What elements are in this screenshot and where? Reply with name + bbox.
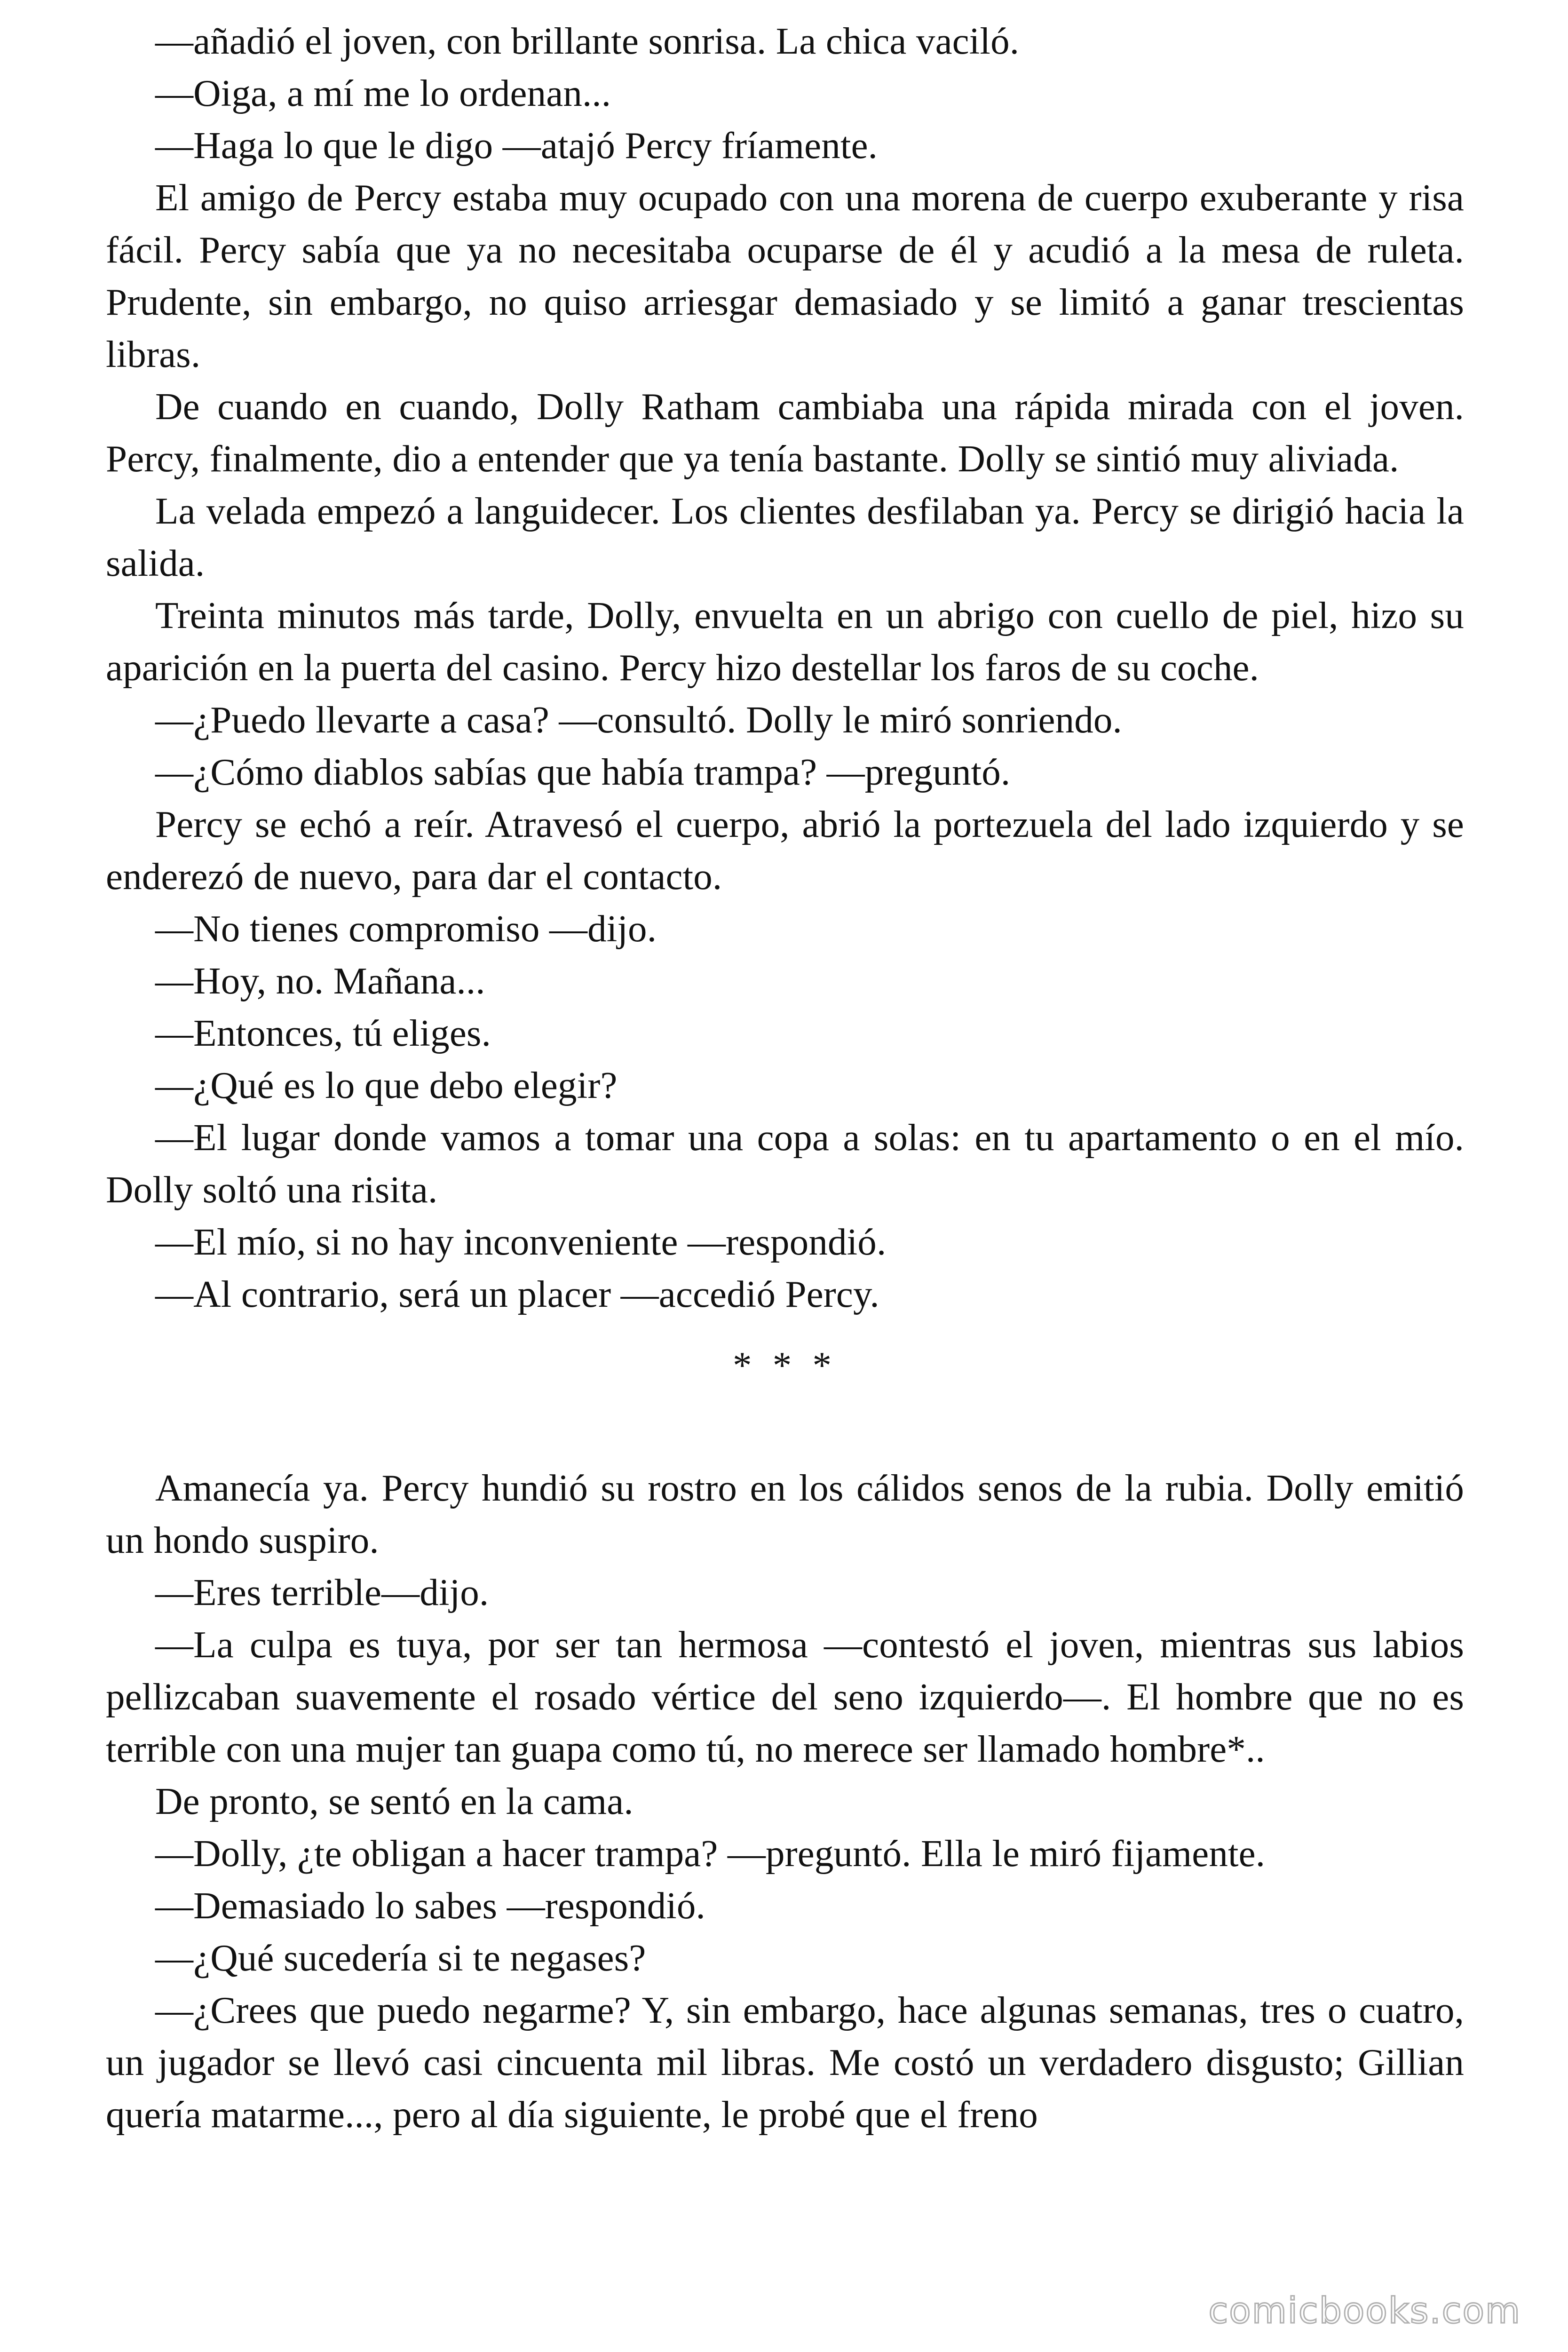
paragraph: —El mío, si no hay inconveniente —respondió.: [155, 1221, 887, 1263]
paragraph: —Haga lo que le digo —atajó Percy fríamente.: [155, 124, 878, 167]
scene-break: * * *: [733, 1344, 837, 1386]
paragraph: —Dolly, ¿te obligan a hacer trampa? —preguntó. Ella le miró fijamente.: [155, 1832, 1266, 1875]
paragraph: De cuando en cuando, Dolly Ratham cambiaba una rápida mirada con el joven. Percy, finalmente, dio a entender que ya tenía bastante. Dolly se sintió muy aliviada.: [106, 385, 1464, 480]
paragraph: —El lugar donde vamos a tomar una copa a solas: en tu apartamento o en el mío. Dolly soltó una risita.: [106, 1116, 1464, 1211]
paragraph: —Demasiado lo sabes —respondió.: [155, 1884, 705, 1927]
paragraph: —añadió el joven, con brillante sonrisa. La chica vaciló.: [155, 20, 1020, 62]
paragraph: Percy se echó a reír. Atravesó el cuerpo, abrió la portezuela del lado izquierdo y se enderezó de nuevo, para dar el contacto.: [106, 803, 1464, 898]
paragraph: Treinta minutos más tarde, Dolly, envuelta en un abrigo con cuello de piel, hizo su aparición en la puerta del casino. Percy hizo destellar los faros de su coche.: [106, 594, 1464, 689]
paragraph: —La culpa es tuya, por ser tan hermosa —contestó el joven, mientras sus labios pellizcaban suavemente el rosado vértice del seno izquierdo—. El hombre que no es terrible con una mujer tan guapa como tú, no merece ser llamado hombre*..: [106, 1623, 1464, 1770]
paragraph: El amigo de Percy estaba muy ocupado con una morena de cuerpo exuberante y risa fácil. Percy sabía que ya no necesitaba ocuparse de él y acudió a la mesa de ruleta. Prudente, sin embargo, no quiso arriesgar demasiado y se limitó a ganar trescientas libras.: [106, 176, 1464, 375]
paragraph: —¿Crees que puedo negarme? Y, sin embargo, hace algunas semanas, tres o cuatro, un jugador se llevó casi cincuenta mil libras. Me costó un verdadero disgusto; Gillian quería matarme..., pero al día siguiente, le probé que el freno: [106, 1989, 1464, 2136]
paragraph: —Oiga, a mí me lo ordenan...: [155, 72, 611, 114]
paragraph: —Eres terrible—dijo.: [155, 1571, 489, 1613]
paragraph: La velada empezó a languidecer. Los clientes desfilaban ya. Percy se dirigió hacia la salida.: [106, 490, 1464, 584]
page-body: [106, 15, 1464, 2141]
paragraph: —Al contrario, será un placer —accedió Percy.: [155, 1273, 879, 1315]
paragraph: —¿Qué sucedería si te negases?: [155, 1937, 646, 1979]
paragraph: —No tienes compromiso —dijo.: [155, 907, 657, 950]
paragraph: —¿Puedo llevarte a casa? —consultó. Dolly le miró sonriendo.: [155, 699, 1122, 741]
paragraph: —Entonces, tú eliges.: [155, 1012, 491, 1054]
paragraph: Amanecía ya. Percy hundió su rostro en los cálidos senos de la rubia. Dolly emitió un hondo suspiro.: [106, 1467, 1464, 1561]
watermark: comicbooks.com: [1208, 2289, 1521, 2331]
paragraph: De pronto, se sentó en la cama.: [155, 1780, 634, 1822]
paragraph: —¿Cómo diablos sabías que había trampa? —preguntó.: [155, 751, 1011, 793]
paragraph: —¿Qué es lo que debo elegir?: [155, 1064, 618, 1106]
paragraph: —Hoy, no. Mañana...: [155, 960, 485, 1002]
